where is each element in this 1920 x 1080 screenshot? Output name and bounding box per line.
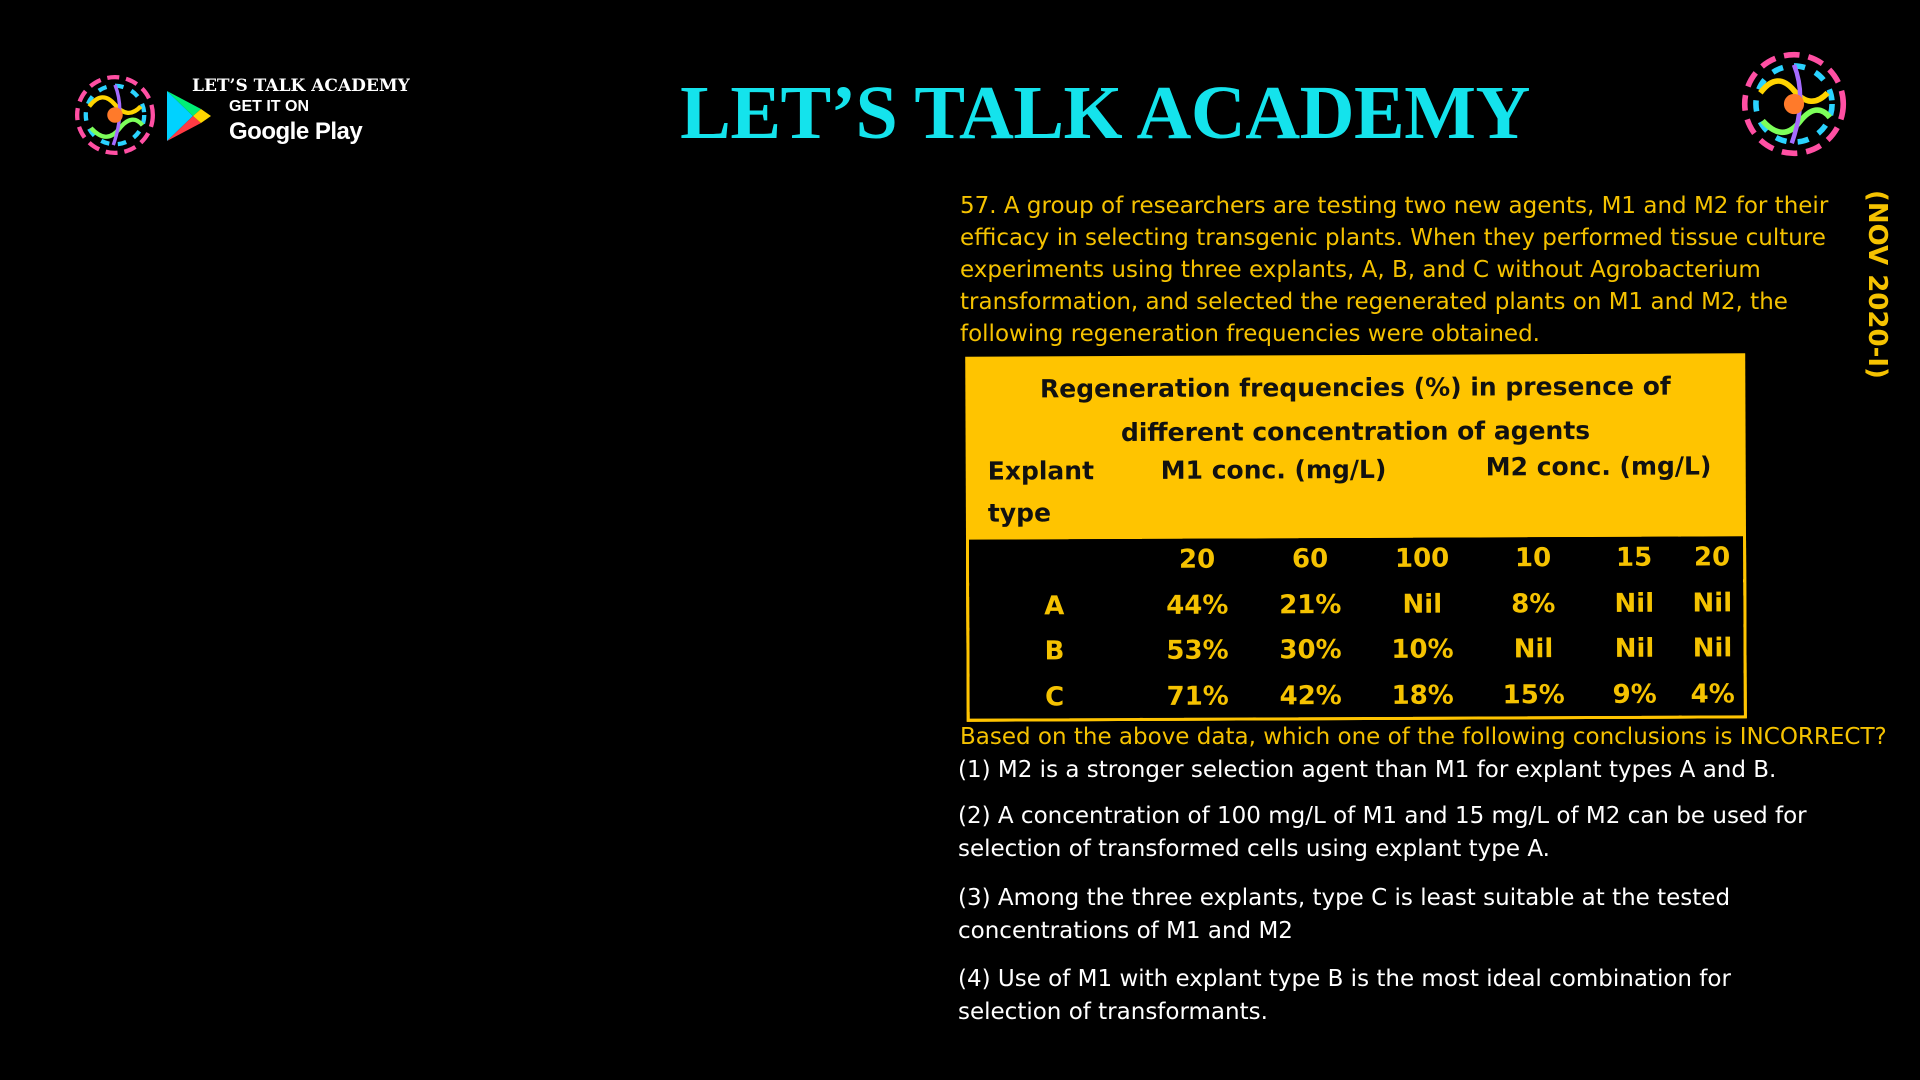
table-cell: 10 <box>1479 537 1587 580</box>
table-cell: 100 <box>1368 537 1476 580</box>
table-cell: 8% <box>1479 582 1587 625</box>
table-cell: Nil <box>1479 628 1587 671</box>
regeneration-table <box>965 353 1747 721</box>
question-text: 57. A group of researchers are testing two new agents, M1 and M2 for their efficacy in selecting transgenic plants. When they performed tissue culture experiments using three explants, A, B, and C without Agrobacterium transformation, and selected the regenerated plants on M1 and M2, the following regeneration frequencies were obtained. <box>960 193 1829 347</box>
table-cell: B <box>969 630 1139 673</box>
answer-option-3[interactable]: (3) Among the three explants, type C is least suitable at the tested concentrations of M1 and M2 <box>958 885 1731 944</box>
table-cell <box>969 539 1139 582</box>
table-cell: 10% <box>1368 628 1476 671</box>
data-grid <box>966 533 1747 721</box>
column-m2-conc: M2 conc. (mg/L) <box>1485 451 1712 482</box>
table-cell: 4% <box>1682 673 1744 716</box>
badge-store-name[interactable]: Google Play <box>229 118 363 145</box>
question-prompt: Based on the above data, which one of the following conclusions is INCORRECT? <box>960 724 1887 750</box>
table-cell: 15 <box>1590 537 1678 580</box>
table-cell: Nil <box>1681 582 1743 625</box>
column-m1-conc: M1 conc. (mg/L) <box>1160 454 1387 485</box>
table-header-line-2: different concentration of agents <box>1120 415 1591 448</box>
exam-session-tag: (NOV 2020-I) <box>1862 190 1892 379</box>
table-cell: A <box>969 584 1139 627</box>
badge-academy-name: LET’S TALK ACADEMY <box>192 76 410 96</box>
table-cell: 44% <box>1142 584 1252 627</box>
table-cell: 20 <box>1681 536 1743 579</box>
google-play-icon[interactable] <box>160 88 216 144</box>
table-cell: C <box>970 675 1140 718</box>
table-cell: 71% <box>1143 675 1253 718</box>
table-cell: Nil <box>1368 583 1476 626</box>
table-cell: 15% <box>1480 673 1588 716</box>
answer-option-1[interactable]: (1) M2 is a stronger selection agent than M1 for explant types A and B. <box>958 757 1777 783</box>
table-cell: Nil <box>1590 582 1678 625</box>
table-cell: 20 <box>1142 538 1252 581</box>
badge-get-it-on: GET IT ON <box>229 98 309 115</box>
table-cell: 21% <box>1255 583 1365 626</box>
table-cell: 53% <box>1142 629 1252 672</box>
table-cell: 18% <box>1369 674 1477 717</box>
page-title: LET’S TALK ACADEMY <box>680 71 1530 155</box>
table-cell: Nil <box>1681 627 1743 670</box>
table-cell: 30% <box>1255 629 1365 672</box>
table-cell: Nil <box>1590 628 1678 671</box>
protein-structure-logo-icon <box>1738 48 1850 160</box>
column-explant: Explant <box>987 456 1095 486</box>
protein-structure-logo-icon <box>72 72 158 158</box>
table-cell: 60 <box>1255 538 1365 581</box>
column-type: type <box>987 498 1052 528</box>
answer-option-2[interactable]: (2) A concentration of 100 mg/L of M1 and 15 mg/L of M2 can be used for selection of transformed cells using explant type A. <box>958 803 1807 862</box>
answer-option-4[interactable]: (4) Use of M1 with explant type B is the most ideal combination for selection of transformants. <box>958 966 1731 1025</box>
table-header-line-1: Regeneration frequencies (%) in presence of <box>1039 371 1671 404</box>
table-cell: 42% <box>1256 674 1366 717</box>
table-cell: 9% <box>1591 673 1679 716</box>
